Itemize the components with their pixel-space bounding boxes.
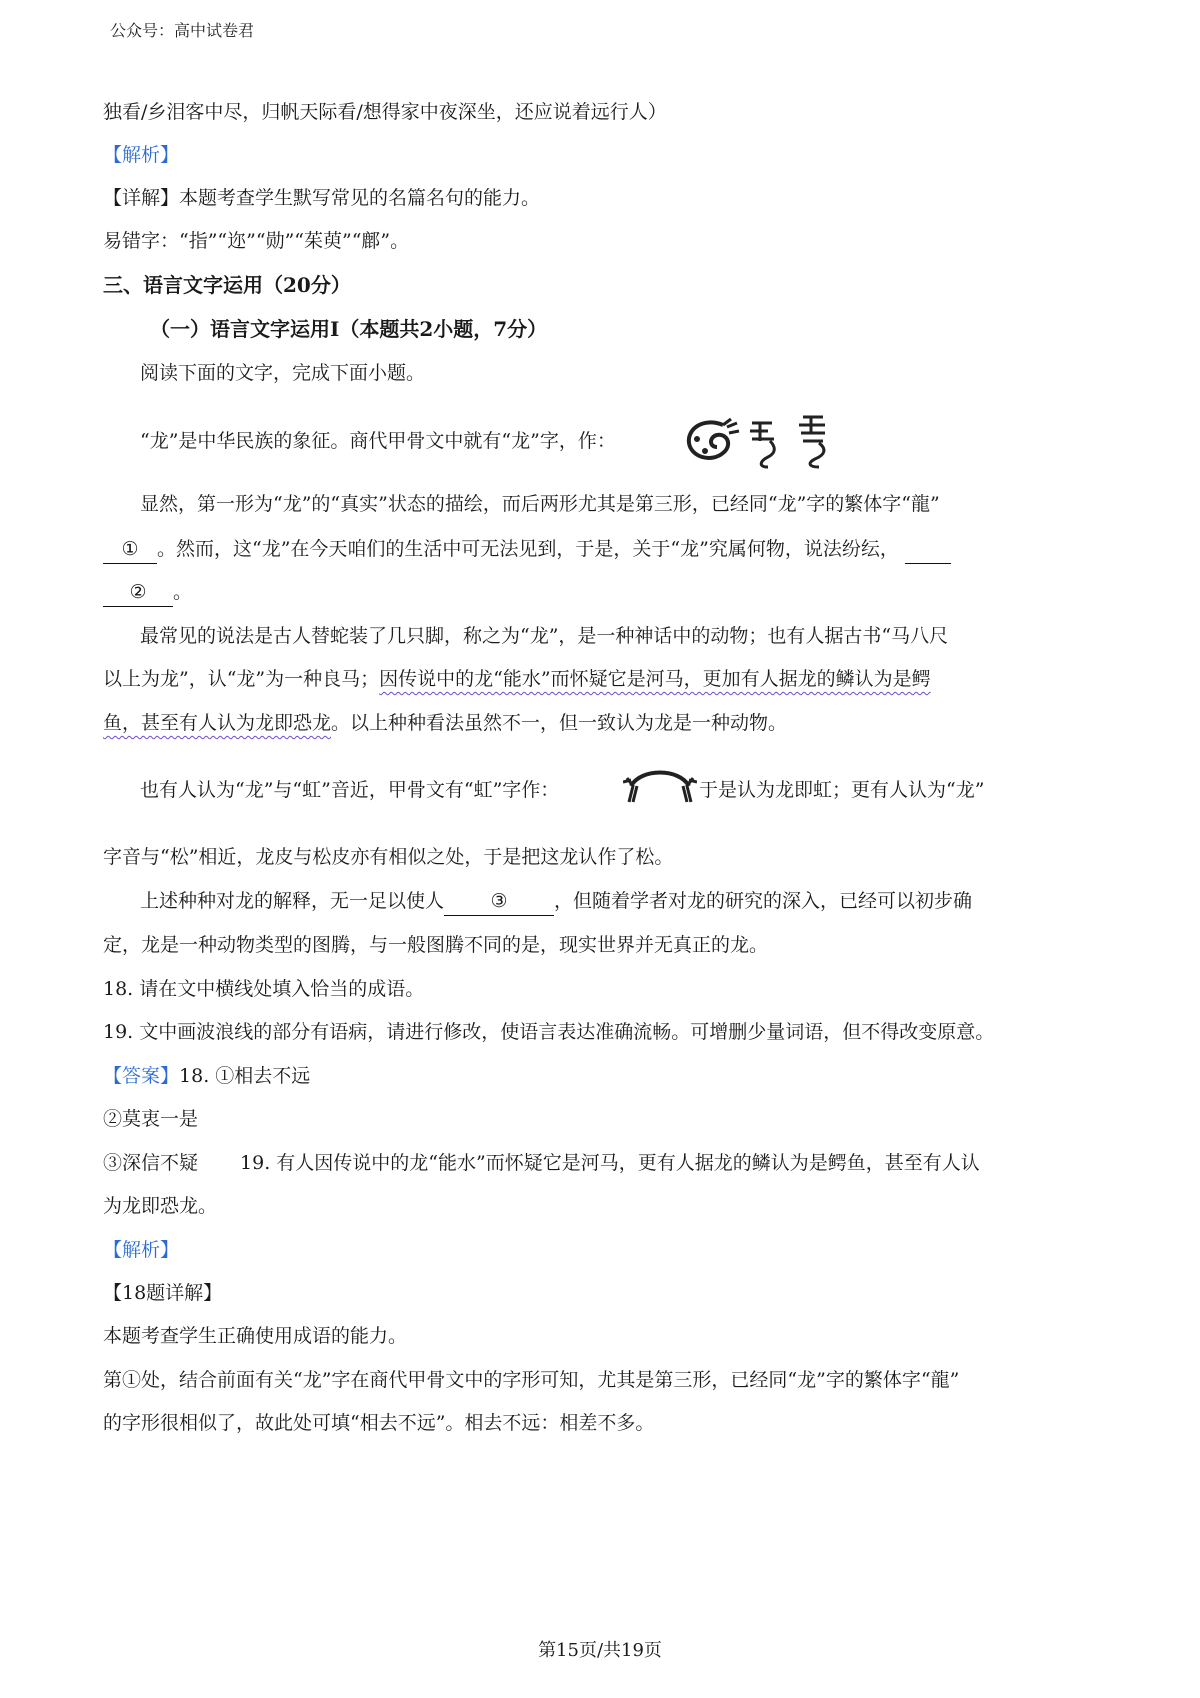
passage-p4c: 字音与“松”相近，龙皮与松皮亦有相似之处，于是把这龙认作了松。	[103, 846, 674, 868]
question-18: 18. 请在文中横线处填入恰当的成语。	[103, 978, 425, 1000]
blank-1[interactable]: ①	[103, 535, 157, 564]
passage-p1: “龙”是中华民族的象征。商代甲骨文中就有“龙”字，作：	[140, 430, 616, 452]
detail-18-line1: 本题考查学生正确使用成语的能力。	[103, 1325, 408, 1347]
passage-p2a: 显然，第一形为“龙”的“真实”状态的描绘，而后两形尤其是第三形，已经同“龙”字的繁体字“龍”	[140, 493, 940, 515]
page-footer: 第15页/共19页	[538, 1640, 662, 1661]
answer-tag: 【答案】	[103, 1065, 180, 1087]
answer-18-2: ②莫衷一是	[103, 1108, 199, 1130]
detail-1: 【详解】本题考查学生默写常见的名篇名句的能力。	[103, 187, 541, 209]
answer-18-1: 18. ①相去不远	[179, 1065, 311, 1087]
passage-p4b: 于是认为龙即虹；更有人认为“龙”	[699, 779, 985, 801]
detail-18-line3: 的字形很相似了，故此处可填“相去不远”。相去不远：相差不多。	[103, 1412, 655, 1434]
analysis-tag-1: 【解析】	[103, 144, 180, 166]
oracle-bone-dragon-glyph-1	[683, 415, 743, 467]
section-title: 三、语言文字运用（20分）	[103, 273, 351, 297]
error-prone-chars: 易错字：“指”“迩”“勋”“茱萸”“鄜”。	[103, 230, 410, 252]
prev-answer-tail: 独看/乡泪客中尽，归帆天际看/想得家中夜深坐，还应说着远行人）	[103, 101, 667, 123]
wavy-error-text-2: 鱼，甚至有人认为龙即恐龙	[103, 712, 332, 734]
blank-3[interactable]: ③	[444, 887, 554, 916]
passage-p5a: 上述种种对龙的解释，无一足以使人	[140, 890, 445, 912]
instruction: 阅读下面的文字，完成下面小题。	[140, 362, 426, 384]
header-account: 公众号：高中试卷君	[110, 21, 255, 40]
question-19: 19. 文中画波浪线的部分有语病，请进行修改，使语言表达准确流畅。可增删少量词语，但不得改变原意。	[103, 1021, 995, 1043]
answer-19-line1: 19. 有人因传说中的龙“能水”而怀疑它是河马，更有人据龙的鳞认为是鳄鱼，甚至有人认	[240, 1152, 980, 1174]
passage-p2b: 。然而，这“龙”在今天咱们的生活中可无法见到，于是，关于“龙”究属何物，说法纷纭，	[157, 538, 899, 560]
oracle-bone-dragon-glyph-3	[795, 413, 831, 469]
detail-18-title: 【18题详解】	[103, 1282, 223, 1304]
subsection-title: （一）语言文字运用Ⅰ（本题共2小题，7分）	[150, 317, 548, 341]
wavy-error-text-1: 因传说中的龙“能水”而怀疑它是河马，更加有人据龙的鳞认为是鳄	[379, 668, 931, 690]
passage-p2c: 。	[173, 581, 193, 603]
passage-p4a: 也有人认为“龙”与“虹”音近，甲骨文有“虹”字作：	[140, 779, 560, 801]
oracle-bone-rainbow-glyph	[623, 766, 697, 806]
passage-p5b: ，但随着学者对龙的研究的深入，已经可以初步确	[554, 890, 973, 912]
passage-p5c: 定，龙是一种动物类型的图腾，与一般图腾不同的是，现实世界并无真正的龙。	[103, 934, 769, 956]
analysis-tag-2: 【解析】	[103, 1239, 180, 1261]
passage-p3b-plain: 以上为龙”，认“龙”为一种良马；	[103, 668, 380, 690]
answer-18-3: ③深信不疑	[103, 1152, 199, 1174]
oracle-bone-dragon-glyph-2	[746, 417, 782, 469]
answer-19-line2: 为龙即恐龙。	[103, 1195, 218, 1217]
blank-2[interactable]: ②	[103, 578, 173, 607]
detail-18-line2: 第①处，结合前面有关“龙”字在商代甲骨文中的字形可知，尤其是第三形，已经同“龙”字的繁体字“龍”	[103, 1369, 960, 1391]
passage-p3a: 最常见的说法是古人替蛇装了几只脚，称之为“龙”，是一种神话中的动物；也有人据古书“马八尺	[140, 625, 949, 647]
passage-p3c-plain: 。以上种种看法虽然不一，但一致认为龙是一种动物。	[331, 712, 788, 734]
blank-2-underline	[905, 535, 951, 564]
